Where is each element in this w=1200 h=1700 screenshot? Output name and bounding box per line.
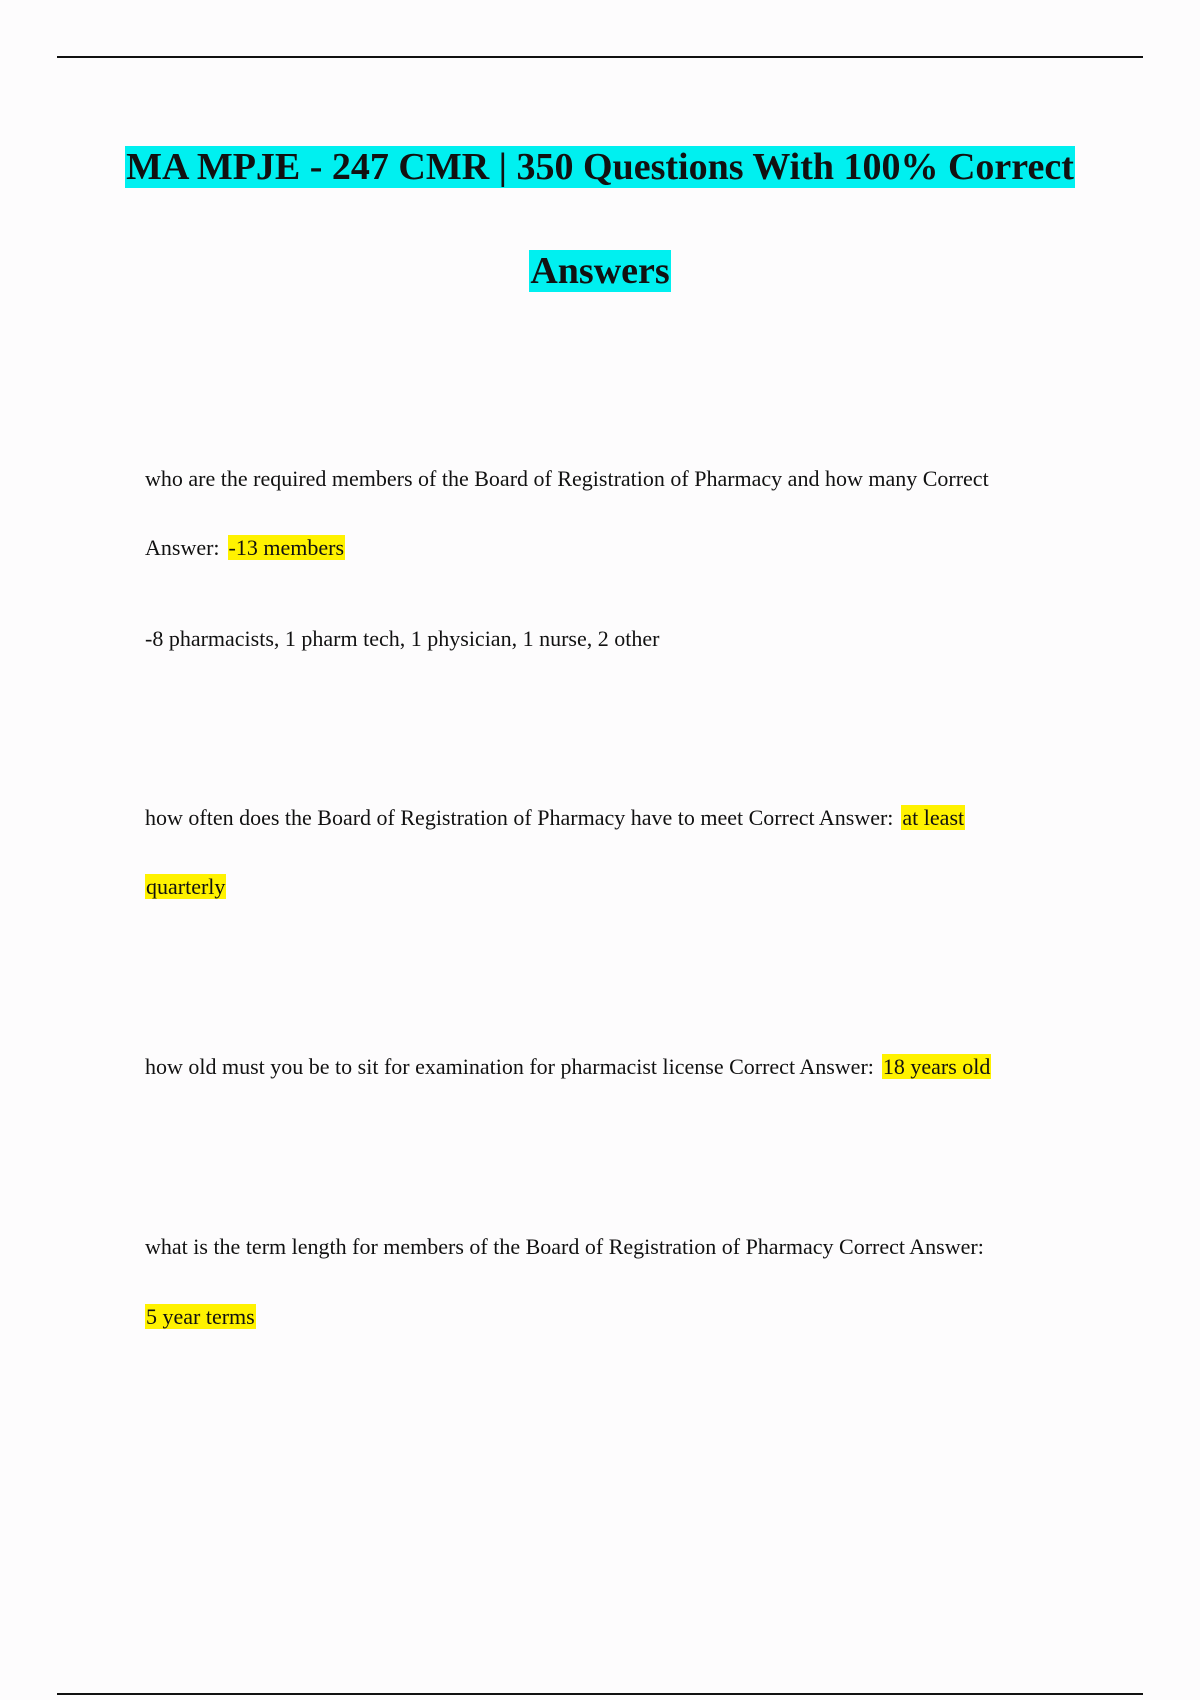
question-2-line-2 <box>145 873 226 901</box>
title-highlight-2: Answers <box>530 250 670 292</box>
question-3-text: how old must you be to sit for examination for pharmacist license Correct Answer: <box>145 1054 874 1079</box>
answer-2-highlight-part-2: quarterly <box>146 874 226 899</box>
question-4-line-1 <box>145 1233 984 1261</box>
question-1-line-2 <box>145 534 345 562</box>
document-title-line-1 <box>0 145 1200 189</box>
header-rule <box>57 56 1143 58</box>
footer-rule <box>57 1693 1143 1695</box>
document-title-line-2 <box>0 249 1200 293</box>
question-1-line-1 <box>145 465 989 493</box>
question-1-text-cont: Answer: <box>145 535 220 560</box>
answer-1-extra-text: -8 pharmacists, 1 pharm tech, 1 physician, 1 nurse, 2 other <box>145 626 660 651</box>
question-2-text: how often does the Board of Registration of Pharmacy have to meet Correct Answer: <box>145 805 894 830</box>
question-4-line-2 <box>145 1303 256 1331</box>
question-1-text: who are the required members of the Board of Registration of Pharmacy and how many Correct <box>145 466 989 491</box>
question-3-line-1 <box>145 1053 991 1081</box>
answer-3-highlight: 18 years old <box>882 1054 991 1079</box>
answer-2-highlight-part-1: at least <box>902 805 965 830</box>
answer-4-highlight: 5 year terms <box>146 1304 255 1329</box>
answer-1-highlight: -13 members <box>228 535 345 560</box>
question-4-text: what is the term length for members of the Board of Registration of Pharmacy Correct Answer: <box>145 1234 984 1259</box>
question-2-line-1 <box>145 804 965 832</box>
answer-1-detail <box>145 625 659 653</box>
title-highlight-1: MA MPJE - 247 CMR | 350 Questions With 100% Correct <box>126 146 1074 188</box>
